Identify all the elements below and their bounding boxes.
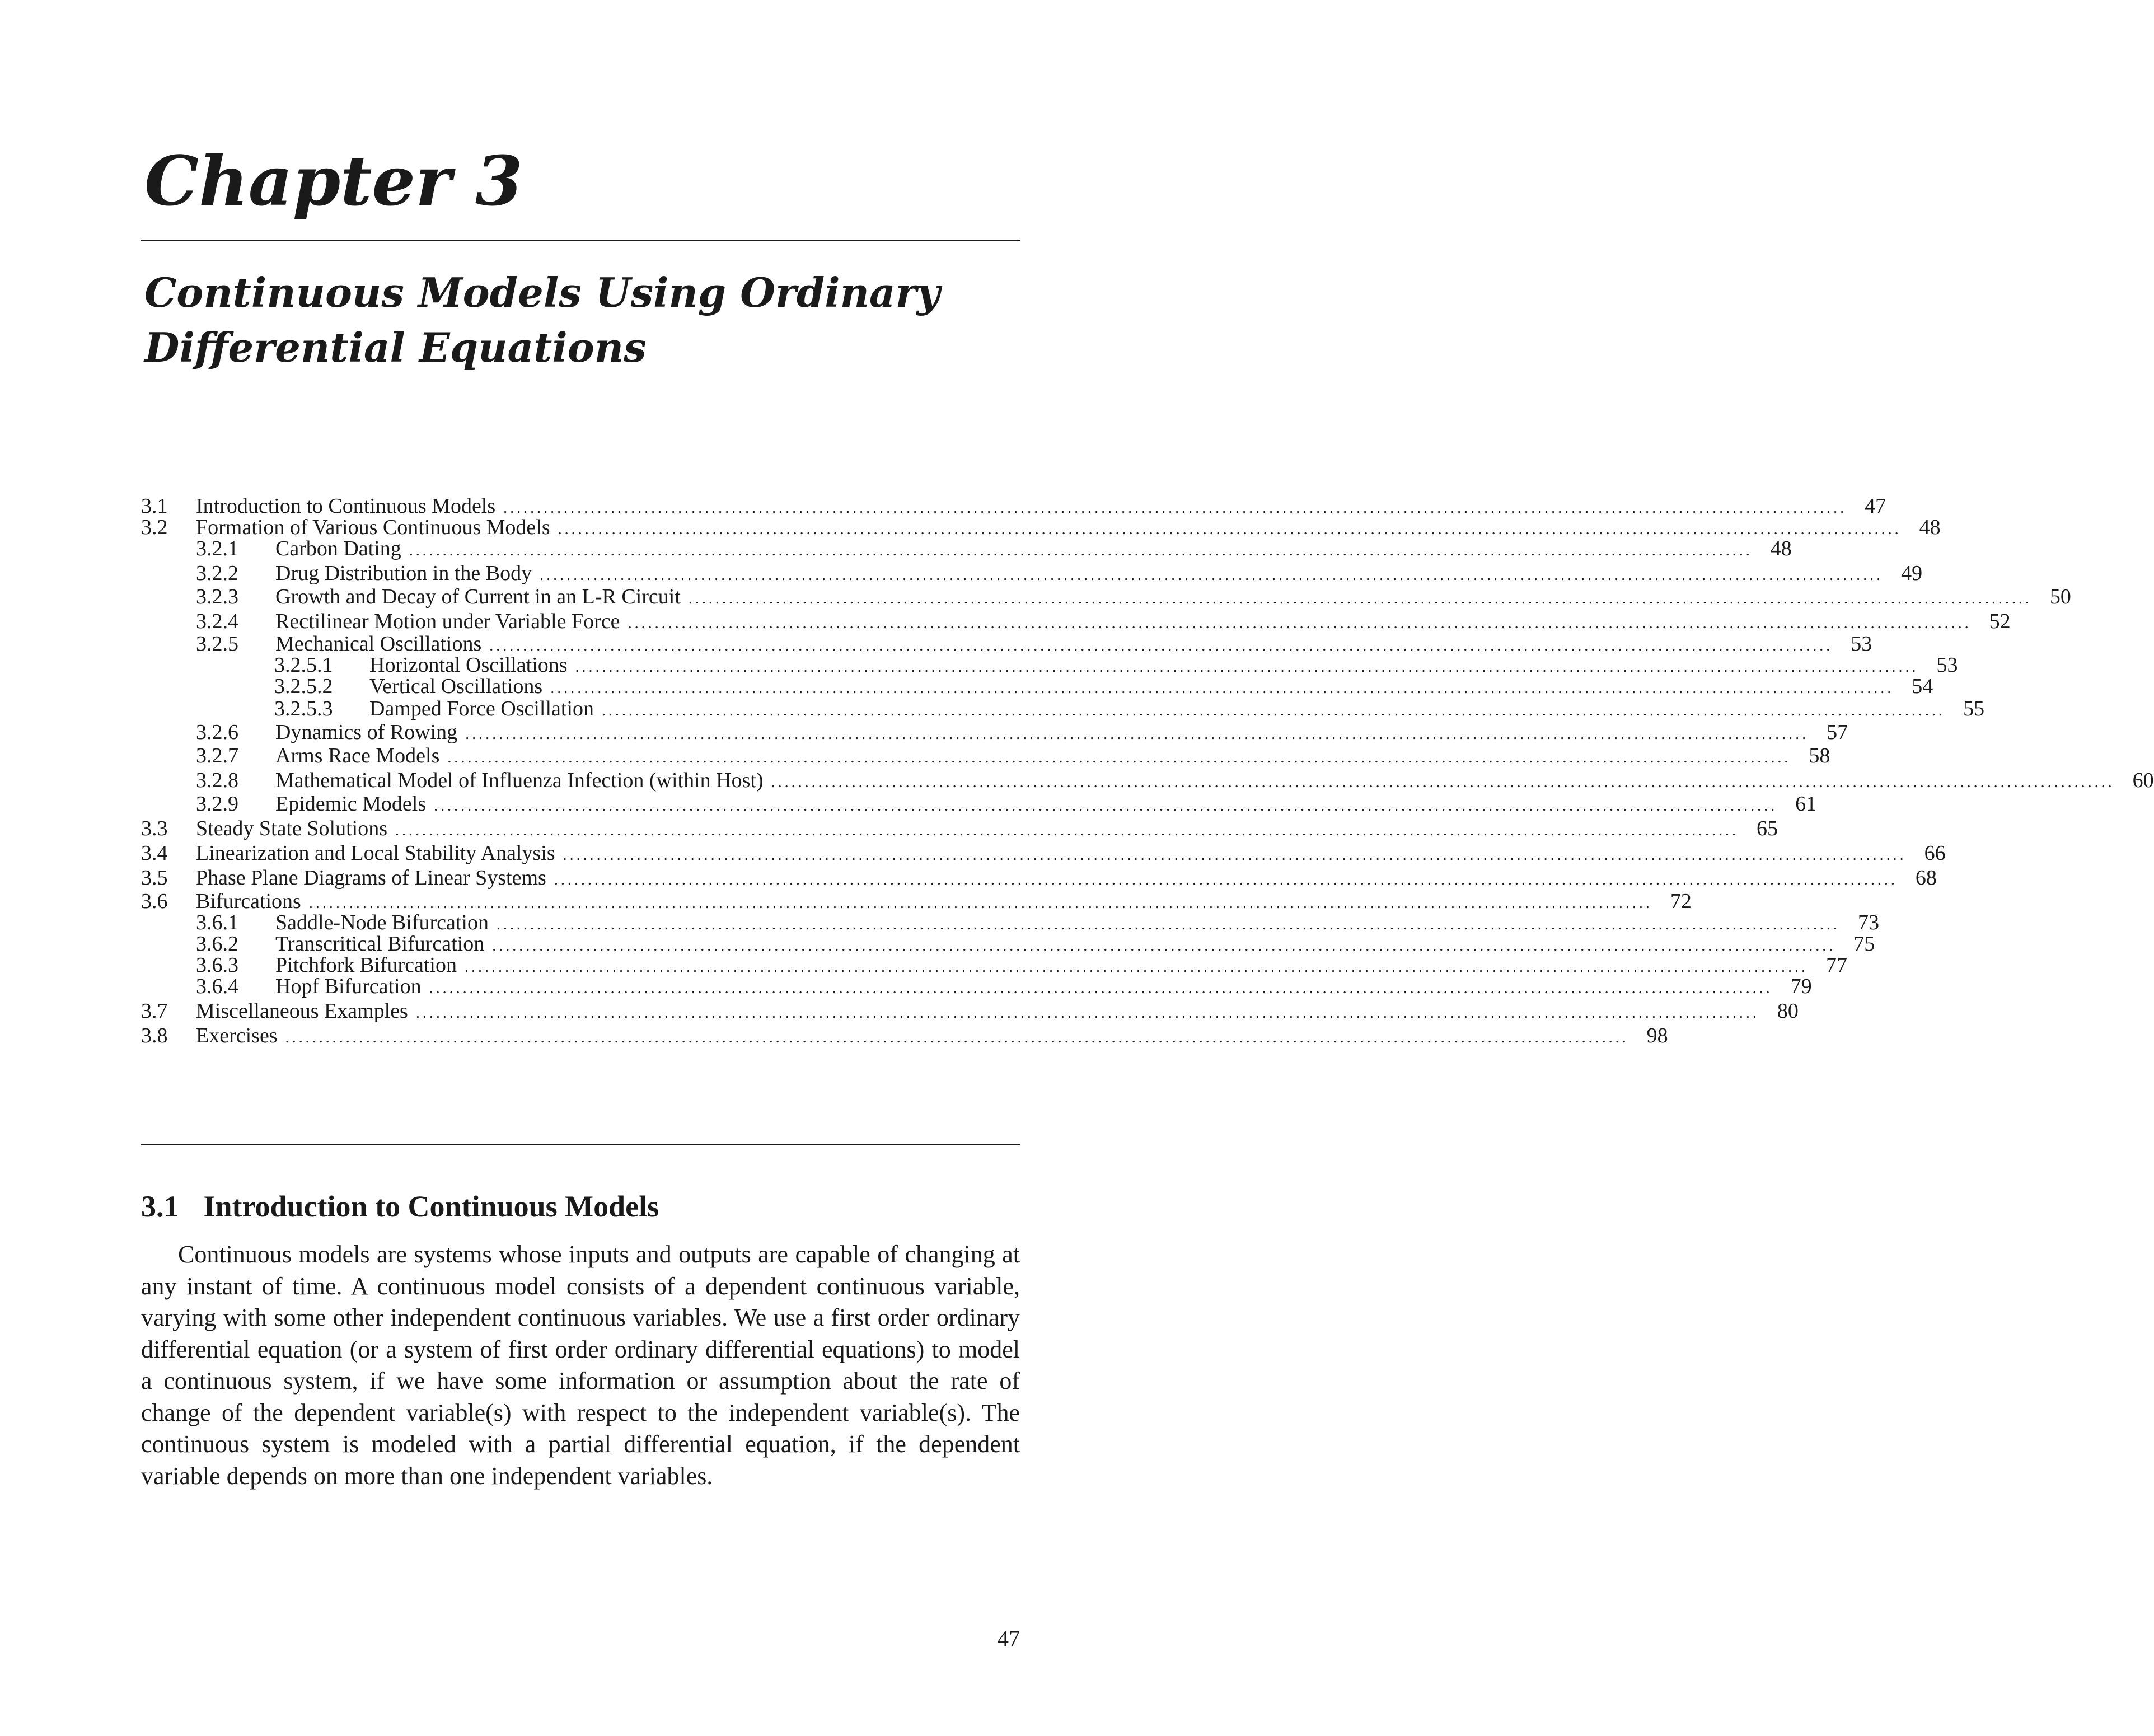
toc-entry-page: 55 — [1963, 697, 1985, 720]
toc-entry-title: Mathematical Model of Influenza Infection (within Host) — [275, 769, 764, 792]
toc-entry-page: 54 — [1912, 675, 1933, 698]
toc-entry-page: 48 — [1770, 537, 1792, 560]
toc-dot-leader: ........................................................................................................................................................................................................ — [558, 521, 1902, 538]
toc-dot-leader: ........................................................................................................................................................................................................ — [415, 1004, 1759, 1022]
toc-entry-number: 3.2.2 — [196, 561, 238, 585]
toc-entry-number: 3.2.8 — [196, 769, 238, 792]
toc-entry-page: 61 — [1795, 792, 1817, 816]
toc-entry-page: 49 — [1901, 561, 1923, 585]
toc-entry-number: 3.6.2 — [196, 932, 238, 956]
toc-entry-number: 3.5 — [141, 866, 168, 890]
toc-entry — [141, 609, 2011, 634]
toc-dot-leader: ........................................................................................................................................................................................................ — [492, 937, 1836, 954]
toc-entry — [141, 584, 2071, 609]
toc-entry-number: 3.6.4 — [196, 975, 238, 998]
toc-entry-page: 48 — [1919, 516, 1941, 539]
toc-entry-page: 60 — [2132, 769, 2154, 792]
toc-entry-number: 3.8 — [141, 1024, 168, 1047]
toc-entry — [141, 865, 1937, 890]
toc-entry-number: 3.2.5.1 — [274, 653, 333, 677]
toc-dot-leader: ........................................................................................................................................................................................................ — [395, 822, 1739, 839]
toc-entry — [141, 561, 1923, 586]
toc-entry — [141, 696, 1985, 721]
toc-dot-leader: ........................................................................................................................................................................................................ — [540, 567, 1884, 584]
section-heading — [141, 1189, 659, 1224]
toc-entry-title: Phase Plane Diagrams of Linear Systems — [196, 866, 546, 890]
toc-entry — [141, 841, 1946, 865]
toc-dot-leader: ........................................................................................................................................................................................................ — [464, 958, 1808, 976]
chapter-label: Chapter 3 — [144, 141, 523, 221]
toc-entry-title: Exercises — [196, 1024, 278, 1047]
toc-dot-leader: ........................................................................................................................................................................................................ — [489, 637, 1833, 654]
toc-entry-number: 3.2.9 — [196, 792, 238, 816]
toc-entry-page: 57 — [1827, 720, 1848, 744]
toc-entry-number: 3.2.4 — [196, 610, 238, 633]
toc-dot-leader: ........................................................................................................................................................................................................ — [429, 980, 1773, 997]
toc-entry-page: 52 — [1989, 610, 2011, 633]
toc-entry — [141, 1023, 1668, 1048]
toc-dot-leader: ........................................................................................................................................................................................................ — [771, 774, 2115, 791]
toc-entry — [141, 768, 2154, 793]
toc-entry-title: Saddle-Node Bifurcation — [275, 911, 489, 934]
toc-entry — [141, 816, 1778, 841]
toc-entry-number: 3.2.3 — [196, 585, 238, 609]
toc-entry-title: Carbon Dating — [275, 537, 401, 560]
toc-entry-page: 53 — [1851, 632, 1872, 656]
toc-entry-title: Drug Distribution in the Body — [275, 561, 532, 585]
toc-entry-number: 3.2.5.2 — [274, 675, 333, 698]
toc-dot-leader: ........................................................................................................................................................................................................ — [447, 749, 1791, 766]
toc-entry-page: 73 — [1857, 911, 1879, 934]
toc-entry-title: Bifurcations — [196, 890, 301, 913]
toc-entry-title: Arms Race Models — [275, 744, 440, 768]
toc-dot-leader: ........................................................................................................................................................................................................ — [496, 916, 1840, 933]
toc-entry-page: 79 — [1790, 975, 1812, 998]
toc-entry-title: Hopf Bifurcation — [275, 975, 422, 998]
toc-entry — [141, 536, 1792, 561]
toc-entry-page: 53 — [1936, 653, 1958, 677]
toc-entry-page: 98 — [1646, 1024, 1668, 1047]
toc-dot-leader: ........................................................................................................................................................................................................ — [434, 797, 1778, 815]
toc-entry-page: 65 — [1757, 817, 1778, 840]
toc-dot-leader: ........................................................................................................................................................................................................ — [688, 590, 2032, 607]
toc-entry-title: Pitchfork Bifurcation — [275, 953, 457, 977]
toc-entry-page: 77 — [1825, 953, 1847, 977]
toc-entry-title: Formation of Various Continuous Models — [196, 516, 550, 539]
toc-entry-page: 75 — [1853, 932, 1875, 956]
toc-entry-number: 3.2.7 — [196, 744, 238, 768]
toc-entry-number: 3.3 — [141, 817, 168, 840]
toc-dot-leader: ........................................................................................................................................................................................................ — [563, 846, 1907, 864]
toc-dot-leader: ........................................................................................................................................................................................................ — [465, 726, 1809, 743]
toc-dot-leader: ........................................................................................................................................................................................................ — [554, 871, 1898, 888]
toc-entry-number: 3.2 — [141, 516, 168, 539]
toc-entry-title: Damped Force Oscillation — [369, 697, 594, 720]
toc-entry-title: Epidemic Models — [275, 792, 427, 816]
toc-entry — [141, 674, 1933, 699]
toc-entry-number: 3.2.5 — [196, 632, 238, 656]
chapter-title-line-2: Differential Equations — [144, 324, 647, 371]
toc-entry-page: 66 — [1924, 841, 1946, 865]
toc-entry-page: 72 — [1670, 890, 1692, 913]
toc-dot-leader: ........................................................................................................................................................................................................ — [628, 615, 1972, 632]
toc-entry-number: 3.6.3 — [196, 953, 238, 977]
toc-entry-title: Introduction to Continuous Models — [196, 494, 496, 518]
toc-entry-page: 47 — [1865, 494, 1886, 518]
toc-entry-number: 3.2.1 — [196, 537, 238, 560]
toc-entry-title: Horizontal Oscillations — [369, 653, 568, 677]
toc-entry — [141, 974, 1812, 999]
toc-entry-title: Linearization and Local Stability Analysis — [196, 841, 555, 865]
toc-dot-leader: ........................................................................................................................................................................................................ — [602, 702, 1946, 719]
toc-dot-leader: ........................................................................................................................................................................................................ — [308, 895, 1652, 912]
page-number: 47 — [998, 1626, 1020, 1651]
toc-entry-title: Mechanical Oscillations — [275, 632, 482, 656]
toc-entry-title: Transcritical Bifurcation — [275, 932, 485, 956]
section-number: 3.1 — [141, 1190, 179, 1223]
toc-entry-number: 3.2.6 — [196, 720, 238, 744]
section-body-paragraph: Continuous models are systems whose inputs and outputs are capable of changing at any instant of time. A continuous model consists of a dependent continuous variable, varying with some other independent continuous variables. We use a first order ordinary differential equation (or a system of first order ordinary differential equations) to model a continuous system, if we have some information or assumption about the rate of change of the dependent variable(s) with respect to the independent variable(s). The continuous system is modeled with a partial differential equation, if the dependent variable depends on more than one independent variables. — [141, 1241, 1020, 1490]
toc-bottom-rule — [141, 1144, 1020, 1145]
toc-entry-number: 3.2.5.3 — [274, 697, 333, 720]
toc-entry — [141, 720, 1848, 745]
toc-entry-page: 58 — [1809, 744, 1830, 768]
toc-entry-number: 3.6.1 — [196, 911, 238, 934]
toc-entry-number: 3.1 — [141, 494, 168, 518]
toc-entry-title: Vertical Oscillations — [369, 675, 543, 698]
toc-entry-page: 80 — [1777, 999, 1799, 1023]
toc-entry-title: Dynamics of Rowing — [275, 720, 458, 744]
toc-dot-leader: ........................................................................................................................................................................................................ — [550, 680, 1894, 697]
toc-entry-number: 3.4 — [141, 841, 168, 865]
chapter-title-line-1: Continuous Models Using Ordinary — [144, 269, 940, 316]
chapter-title — [144, 265, 1018, 375]
toc-entry-title: Miscellaneous Examples — [196, 999, 408, 1023]
toc-entry-number: 3.7 — [141, 999, 168, 1023]
toc-entry-page: 50 — [2049, 585, 2071, 609]
toc-dot-leader: ........................................................................................................................................................................................................ — [575, 658, 1919, 676]
toc-entry-page: 68 — [1915, 866, 1937, 890]
toc-entry-number: 3.6 — [141, 890, 168, 913]
toc-entry-title: Rectilinear Motion under Variable Force — [275, 610, 620, 633]
toc-dot-leader: ........................................................................................................................................................................................................ — [409, 542, 1753, 559]
toc-dot-leader: ........................................................................................................................................................................................................ — [503, 499, 1847, 517]
toc-entry-title: Steady State Solutions — [196, 817, 387, 840]
chapter-top-rule — [141, 240, 1020, 241]
toc-entry — [141, 999, 1799, 1023]
section-title: Introduction to Continuous Models — [203, 1190, 659, 1223]
toc-entry — [141, 743, 1830, 768]
toc-entry-title: Growth and Decay of Current in an L-R Circuit — [275, 585, 681, 609]
toc-dot-leader: ........................................................................................................................................................................................................ — [285, 1029, 1629, 1046]
toc-entry — [141, 792, 1817, 816]
